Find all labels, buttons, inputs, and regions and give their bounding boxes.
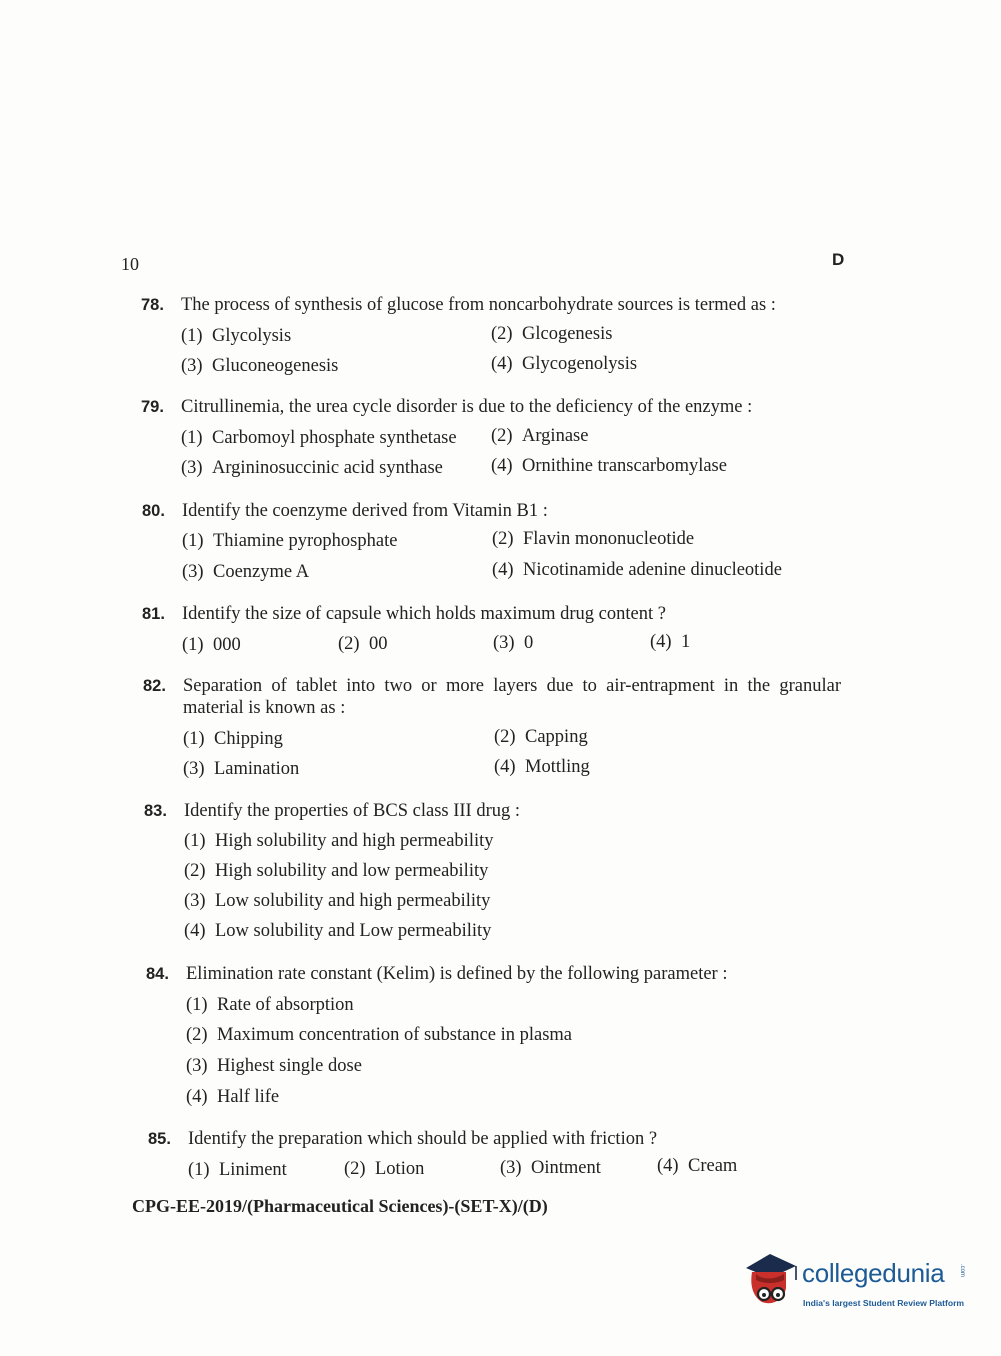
option-1: (1) Thiamine pyrophosphate xyxy=(182,531,398,551)
option-4: (4) Cream xyxy=(657,1156,738,1176)
option-2: (2) Lotion xyxy=(344,1159,425,1179)
option-4: (4) Half life xyxy=(186,1087,280,1107)
option-2: (2) High solubility and low permeability xyxy=(184,861,489,881)
logo-wordmark: collegedunia xyxy=(802,1258,945,1288)
question-number: 80. xyxy=(142,502,165,520)
question-number: 78. xyxy=(141,296,164,314)
collegedunia-logo xyxy=(740,1250,970,1320)
mascot-icon xyxy=(740,1250,800,1314)
question-text: Separation of tablet into two or more layers due to air-entrapment in the granular material is known as : xyxy=(183,676,841,718)
option-1: (1) Glycolysis xyxy=(181,326,292,346)
option-1: (1) Carbomoyl phosphate synthetase xyxy=(181,428,457,448)
option-2: (2) Maximum concentration of substance in plasma xyxy=(186,1025,573,1045)
question-text: Elimination rate constant (Kelim) is defined by the following parameter : xyxy=(186,964,728,984)
question-number: 79. xyxy=(141,398,164,416)
question-text: Identify the size of capsule which holds maximum drug content ? xyxy=(182,604,666,624)
option-3: (3) Low solubility and high permeability xyxy=(184,891,491,911)
option-4: (4) 1 xyxy=(650,632,691,652)
option-3: (3) Ointment xyxy=(500,1158,601,1178)
option-3: (3) Argininosuccinic acid synthase xyxy=(181,458,443,478)
question-number: 82. xyxy=(143,677,166,695)
set-letter: D xyxy=(832,250,845,269)
option-4: (4) Nicotinamide adenine dinucleotide xyxy=(492,560,782,580)
question-text: The process of synthesis of glucose from noncarbohydrate sources is termed as : xyxy=(181,295,776,315)
question-number: 85. xyxy=(148,1130,171,1148)
option-2: (2) Arginase xyxy=(491,426,589,446)
question-text: Identify the preparation which should be applied with friction ? xyxy=(188,1129,658,1149)
question-78 xyxy=(141,294,841,316)
question-80 xyxy=(142,500,842,522)
option-2: (2) Glcogenesis xyxy=(491,324,613,344)
option-4: (4) Low solubility and Low permeability xyxy=(184,921,492,941)
question-number: 83. xyxy=(144,802,167,820)
option-3: (3) Gluconeogenesis xyxy=(181,356,339,376)
option-2: (2) Flavin mononucleotide xyxy=(492,529,695,549)
question-text: Identify the properties of BCS class III drug : xyxy=(184,801,521,821)
option-4: (4) Ornithine transcarbomylase xyxy=(491,456,727,476)
question-text: Identify the coenzyme derived from Vitamin B1 : xyxy=(182,501,548,521)
logo-tagline: India's largest Student Review Platform xyxy=(803,1298,965,1308)
option-2: (2) Capping xyxy=(494,727,588,747)
page-number: 10 xyxy=(121,254,139,274)
question-81 xyxy=(142,603,842,625)
option-3: (3) Highest single dose xyxy=(186,1056,362,1076)
question-text: Citrullinemia, the urea cycle disorder is due to the deficiency of the enzyme : xyxy=(181,397,753,417)
option-1: (1) Liniment xyxy=(188,1160,287,1180)
option-1: (1) High solubility and high permeability xyxy=(184,831,494,851)
option-1: (1) 000 xyxy=(182,635,241,655)
option-4: (4) Mottling xyxy=(494,757,590,777)
option-1: (1) Rate of absorption xyxy=(186,995,354,1015)
question-85 xyxy=(148,1128,848,1150)
option-1: (1) Chipping xyxy=(183,729,283,749)
question-number: 84. xyxy=(146,965,169,983)
logo-dotcom: .com xyxy=(959,1264,965,1278)
option-3: (3) 0 xyxy=(493,633,534,653)
footer-code: CPG-EE-2019/(Pharmaceutical Sciences)-(SET-X)/(D) xyxy=(132,1196,548,1216)
question-83 xyxy=(144,800,844,822)
option-4: (4) Glycogenolysis xyxy=(491,354,638,374)
question-79 xyxy=(141,396,841,418)
question-82 xyxy=(143,675,843,721)
option-3: (3) Coenzyme A xyxy=(182,562,310,582)
question-number: 81. xyxy=(142,605,165,623)
option-2: (2) 00 xyxy=(338,634,388,654)
question-84 xyxy=(146,963,846,985)
option-3: (3) Lamination xyxy=(183,759,300,779)
